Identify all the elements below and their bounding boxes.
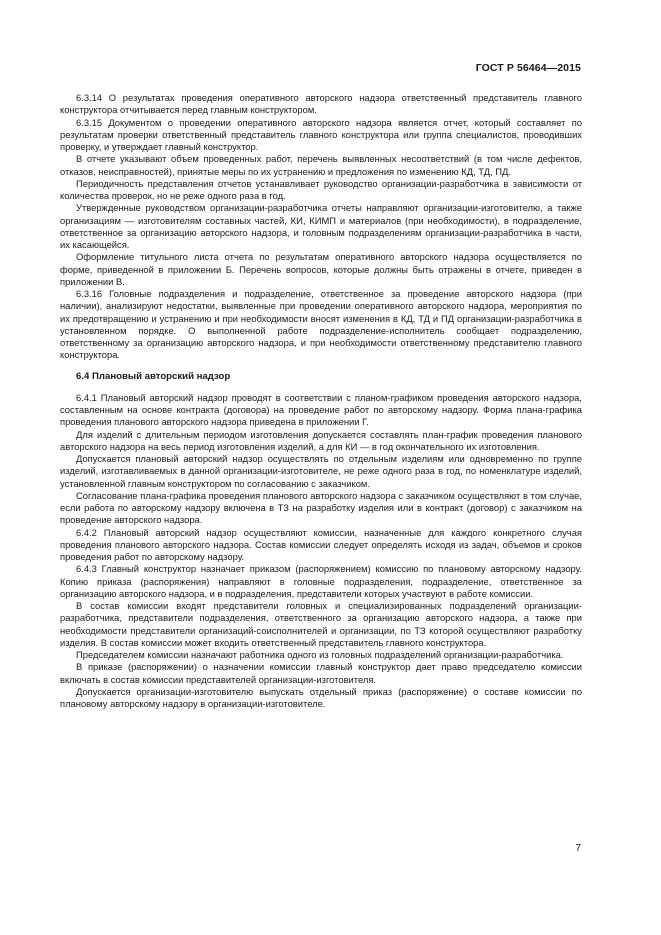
paragraph: 6.4.2 Плановый авторский надзор осуществляют комиссии, назначенные для каждого конкретного случая проведения планового авторского надзора. Состав комиссии следует определять исходя из задач, объемов и сроков проведения работ по авторскому надзору. [60,526,582,562]
paragraph: В отчете указывают объем проведенных работ, перечень выявленных несоответствий (в том числе дефектов, отказов, неисправностей), принятые меры по их устранению и предложения по изменению КД, ТД, ПД. [60,153,582,177]
paragraph: 6.3.16 Головные подразделения и подразделение, ответственное за проведение авторского надзора (при наличии), анализируют недостатки, выявленные при проведении оперативного авторского надзора, мероприятия по их предотвращению и устранению и при необходимости вносят изменения в КД, ТД и ПД организации-разработчика в установленном порядке. О выполненной работе подразделение-исполнитель сообщает подразделению, ответственному за организацию авторского надзора, и при необходимости ответственному представителю главного конструктора. [60,288,582,361]
section-heading: 6.4 Плановый авторский надзор [76,370,231,382]
paragraph: В приказе (распоряжении) о назначении комиссии главный конструктор дает право председателю комиссии включать в состав комиссии представителей организации-изготовителя. [60,661,582,685]
paragraph: 6.4.3 Главный конструктор назначает приказом (распоряжением) комиссию по плановому авторскому надзору. Копию приказа (распоряжения) направляют в головные подразделения, подразделение, ответственное за организацию авторского надзора, и в подразделения, представители которых участвуют в работе комиссии. [60,563,582,599]
paragraph: Периодичность представления отчетов устанавливает руководство организации-разработчика в зависимости от количества проверок, но не реже одного раза в год. [60,177,582,201]
paragraph: 6.4.1 Плановый авторский надзор проводят в соответствии с планом-графиком проведения авторского надзора, составленным на основе контракта (договора) на проведение работ по авторскому надзору. Форма плана-графика проведения планового авторского надзора приведена в приложении Г. [60,391,582,428]
paragraph: В состав комиссии входят представители головных и специализированных подразделений организации-разработчика, представители подразделения, ответственного за организацию авторского надзора, а также при необходимости представители организаций-соисполнителей и организации, по ТЗ которой осуществляют разработку изделия. В состав комиссии может входить ответственный представитель главного конструктора. [60,600,582,648]
paragraph: Согласование плана-графика проведения планового авторского надзора с заказчиком осуществляют в том случае, если работа по авторскому надзору включена в ТЗ на разработку изделия или в контракт (договор) с заказчиком на проведение авторского надзора. [60,489,582,526]
paragraph: Утвержденные руководством организации-разработчика отчеты направляют организации-изготовителю, а также организациям — изготовителям составных частей, КИ, КИМП и материалов (при необходимости), в подразделение, ответственное за организацию авторского надзора, и головным подразделениям организации-разработчика в части, их касающейся. [60,202,582,250]
paragraph: Оформление титульного листа отчета по результатам оперативного авторского надзора осуществляется по форме, приведенной в приложении Б. Перечень вопросов, которые должны быть отражены в отчете, приведен в приложении В. [60,251,582,287]
document-body [60,92,582,710]
paragraph: 6.3.15 Документом о проведении оперативного авторского надзора является отчет, который составляет по результатам проверки ответственный представитель главного конструктора или группа специалистов, проводивших проверку, и утверждает главный конструктор. [60,116,582,152]
paragraph: Допускается организации-изготовителю выпускать отдельный приказ (распоряжение) о составе комиссии по плановому авторскому надзору в организации-изготовителе. [60,685,582,709]
paragraph: Допускается плановый авторский надзор осуществлять по отдельным изделиям или одновременно по группе изделий, изготавливаемых в данной организации-изготовителе, не реже одного раза в год, по номенклатуре изделий, установленной главным конструктором по согласованию с заказчиком. [60,453,582,489]
paragraph: 6.3.14 О результатах проведения оперативного авторского надзора ответственный представитель главного конструктора отчитывается перед главным конструктором. [60,92,582,116]
standard-designation: ГОСТ Р 56464—2015 [475,62,581,74]
paragraph: Для изделий с длительным периодом изготовления допускается составлять план-график проведения планового авторского надзора на весь период изготовления изделий, а для КИ — в год окончательного их изготовления. [60,428,582,452]
page-number: 7 [575,843,581,854]
paragraph: Председателем комиссии назначают работника одного из головных подразделений организации-разработчика. [76,649,564,660]
